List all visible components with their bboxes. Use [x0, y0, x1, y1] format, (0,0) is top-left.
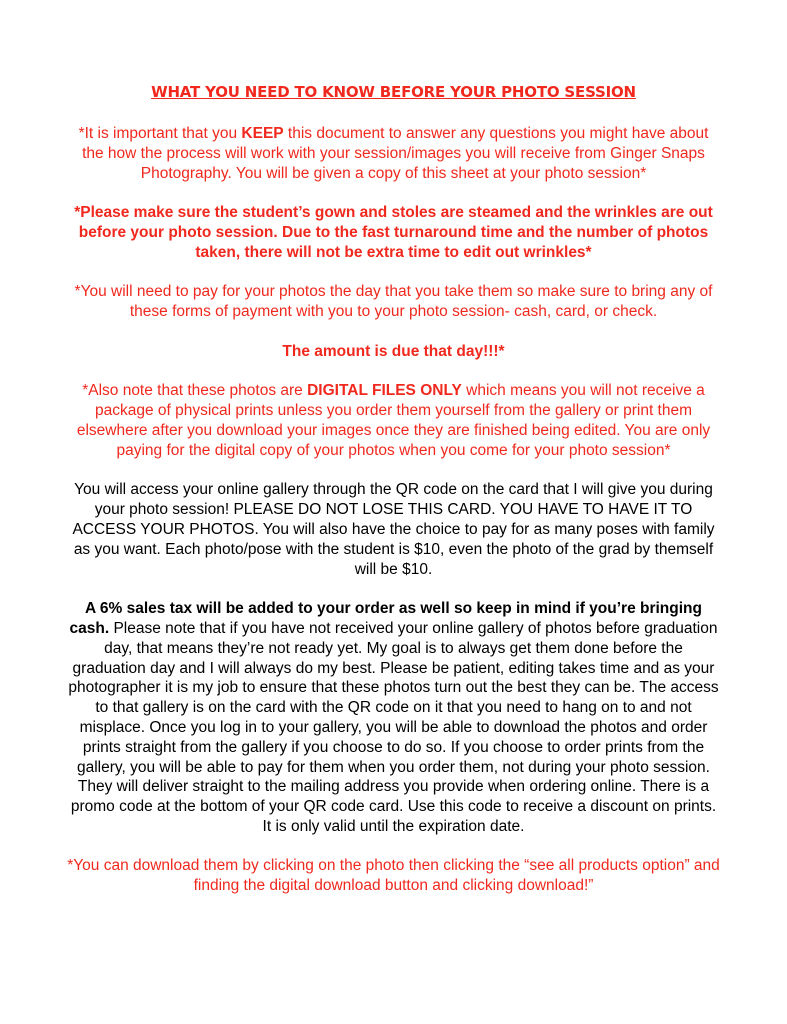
keep-note-text-start: *It is important that you — [78, 125, 242, 142]
digital-files-emphasis: DIGITAL FILES ONLY — [307, 382, 462, 400]
sales-tax-emphasis: A 6% sales tax will be added to your order as well so keep in mind if you’re bringing cash. — [69, 600, 702, 637]
digital-note-text-end: which means you will not receive a package of physical prints unless you order them yourself from the gallery or print them elsewhere after you download your images once they are finished being edited. You are only paying for the digital copy of your photos when you come for your photo session* — [76, 382, 711, 459]
digital-note-text-start: *Also note that these photos are — [82, 382, 308, 400]
amount-due-text: The amount is due that day!!!* — [282, 342, 505, 360]
amount-due-note — [66, 342, 721, 362]
gown-steam-text: *Please make sure the student’s gown and stoles are steamed and the wrinkles are out before your photo session. Due to the fast turnaround time and the number of photos taken, there will not be extra time to edit out wrinkles* — [74, 204, 713, 261]
keep-document-note — [66, 124, 721, 183]
keep-emphasis: KEEP — [241, 125, 284, 142]
sales-tax-paragraph — [66, 599, 721, 837]
digital-files-note — [66, 381, 721, 460]
payment-day-note: *You will need to pay for your photos the day that you take them so make sure to bring any of these forms of payment with you to your photo session- cash, card, or check. — [74, 283, 713, 321]
gallery-access-paragraph: You will access your online gallery through the QR code on the card that I will give you during your photo session! PLEASE DO NOT LOSE THIS CARD. YOU HAVE TO HAVE IT TO ACCESS YOUR PHOTOS. You will also have the choice to pay for as many poses with family as you want. Each photo/pose with the student is $10, even the photo of the grad by themself will be $10. — [72, 481, 715, 578]
gown-steam-note — [66, 203, 721, 262]
keep-note-text-end: this document to answer any questions you might have about the how the process will work with your session/images you will receive from Ginger Snaps Photography. You will be given a copy of this sheet at your photo session* — [82, 125, 709, 182]
page-title: WHAT YOU NEED TO KNOW BEFORE YOUR PHOTO SESSION — [151, 83, 636, 101]
sales-tax-details: Please note that if you have not received your online gallery of photos before graduation day, that means they’re not ready yet. My goal is to always get them done before the graduation day and I will always do my best. Please be patient, editing takes time and as your photographer it is my job to ensure that these photos turn out the best they can be. The access to that gallery is on the card with the QR code on it that you need to hang on to and not misplace. Once you log in to your gallery, you will be able to download the photos and order prints straight from the gallery if you choose to do so. If you choose to order prints from the gallery, you will be able to pay for them when you order them, not during your photo session. They will deliver straight to the mailing address you provide when ordering online. There is a promo code at the bottom of your QR code card. Use this code to receive a discount on prints. It is only valid until the expiration date. — [68, 619, 719, 835]
download-instructions-note: *You can download them by clicking on the photo then clicking the “see all products option” and finding the digital download button and clicking download!” — [67, 857, 720, 895]
